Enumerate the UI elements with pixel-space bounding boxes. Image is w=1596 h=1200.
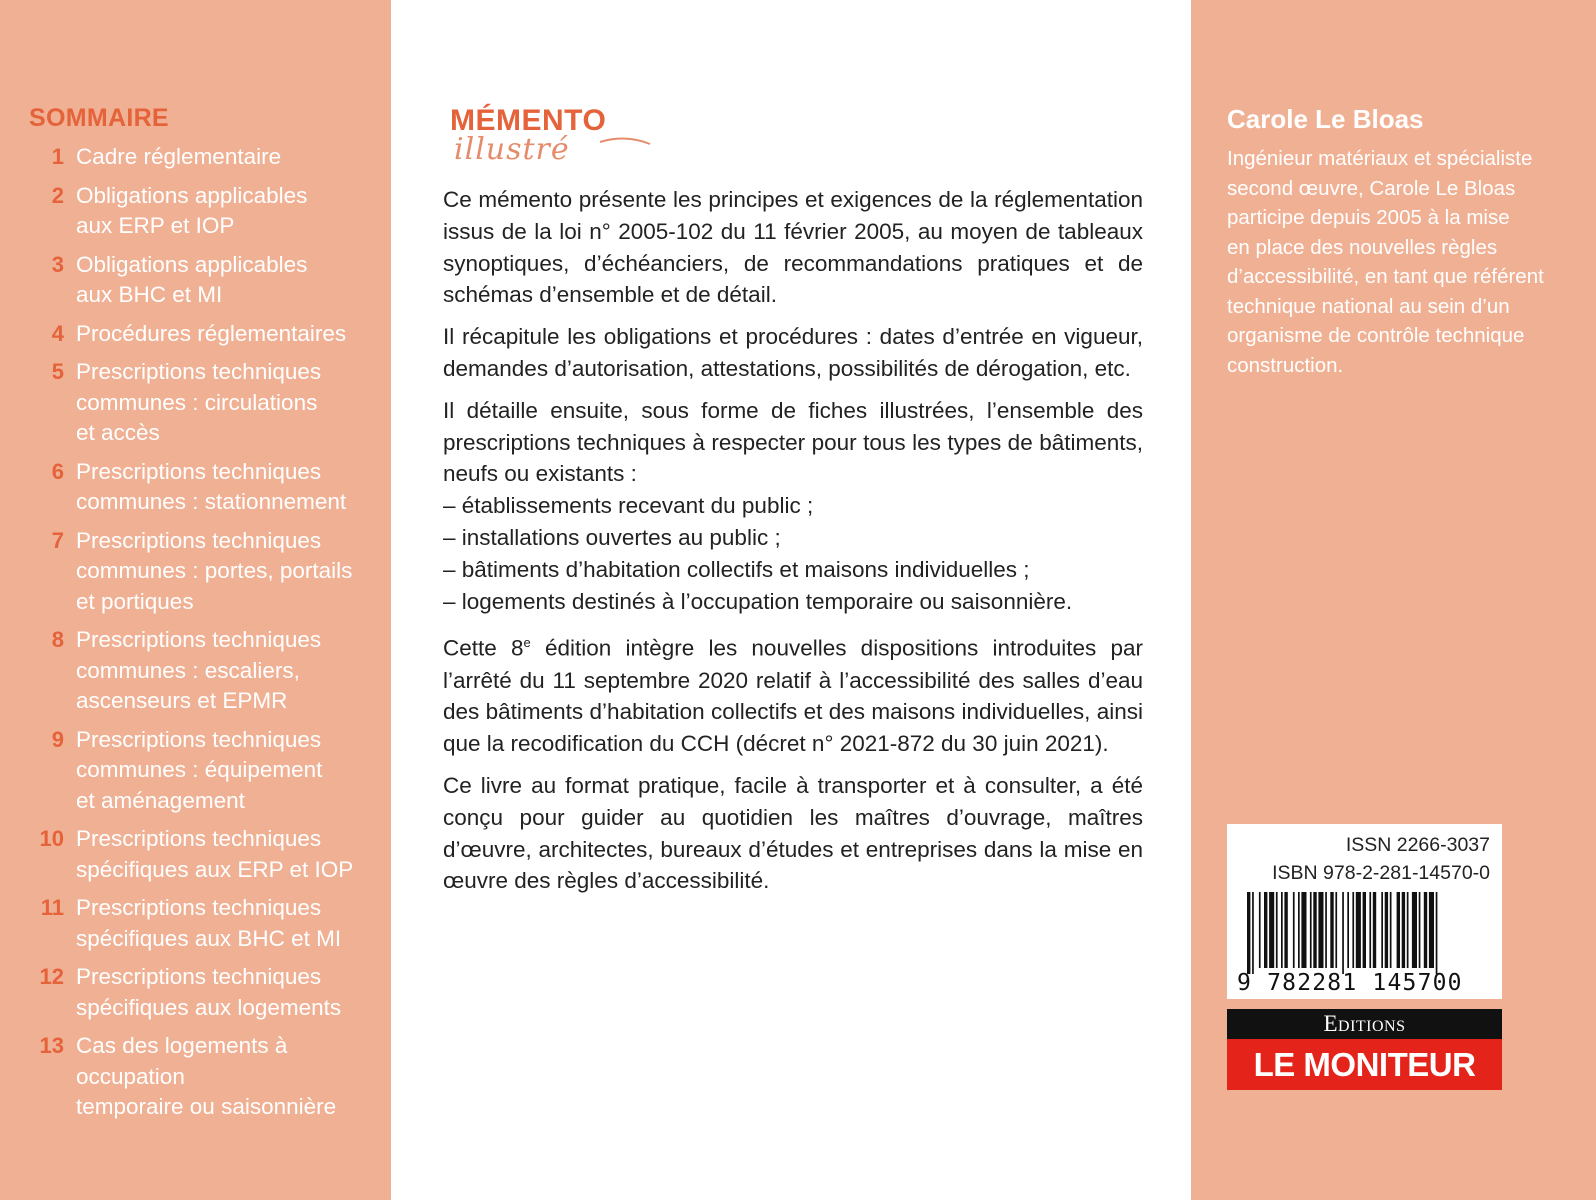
toc-item — [28, 319, 388, 350]
toc-item — [28, 962, 388, 1023]
toc-item — [28, 142, 388, 173]
toc-item — [28, 181, 388, 242]
toc-item-number: 4 — [51, 320, 64, 346]
author-bio: Ingénieur matériaux et spécialiste second œuvre, Carole Le Bloas participe depuis 2005 à la mise en place des nouvelles règles d’accessibilité, en tant que référent technique national au sein d’un organisme de contrôle technique construction. — [1227, 147, 1544, 377]
list-item: – établissements recevant du public ; — [443, 493, 814, 519]
building-types-list — [443, 490, 1143, 617]
toc-item-label: Prescriptions techniques communes : portes, portails et portiques — [76, 527, 353, 614]
toc-item-number: 6 — [51, 458, 64, 484]
toc-item-label: Obligations applicables aux BHC et MI — [76, 251, 308, 307]
publisher-editions: Editions — [1227, 1009, 1502, 1039]
barcode-box — [1227, 824, 1502, 999]
toc-item — [28, 357, 388, 449]
toc-item-label: Cadre réglementaire — [76, 144, 282, 169]
toc-item-number: 11 — [40, 895, 64, 920]
edition-text-a: Cette 8 — [443, 635, 524, 661]
issn-label: ISSN 2266-3037 — [1345, 834, 1490, 856]
toc-item — [28, 526, 388, 618]
edition-sup: e — [523, 635, 531, 651]
toc-item-number: 1 — [51, 144, 64, 169]
toc-item — [28, 824, 388, 885]
toc-item — [28, 457, 388, 518]
toc-item-label: Procédures réglementaires — [76, 320, 347, 346]
list-item: – installations ouvertes au public ; — [443, 524, 781, 550]
paragraph-details: Il détaille ensuite, sous forme de fiches illustrées, l’ensemble des prescriptions techniques à respecter pour tous les types de bâtiments, neufs ou existants : — [443, 397, 1143, 487]
edition-text-b: édition intègre les nouvelles dispositions introduites par l’arrêté du 11 septembre 2020 relatif à l’accessibilité des salles d’eau des bâtiments d’habitation collectifs et des maisons individuelles, ainsi que la recodification du CCH (décret n° 2021-872 du 30 juin 2021). — [443, 635, 1143, 757]
author-name: Carole Le Bloas — [1227, 104, 1424, 134]
publisher-logo — [1227, 1009, 1502, 1090]
paragraph-obligations: Il récapitule les obligations et procédures : dates d’entrée en vigueur, demandes d’autorisation, attestations, possibilités de dérogation, etc. — [443, 324, 1143, 381]
toc-item — [28, 1031, 388, 1123]
toc-item-label: Prescriptions techniques spécifiques aux BHC et MI — [76, 895, 342, 951]
toc-item-label: Prescriptions techniques communes : circulations et accès — [76, 359, 322, 445]
logo-swash-icon — [450, 104, 670, 174]
toc-item-label: Prescriptions techniques spécifiques aux ERP et IOP — [76, 826, 354, 882]
toc-item-label: Prescriptions techniques communes : escaliers, ascenseurs et EPMR — [76, 627, 322, 713]
toc-item-number: 3 — [51, 251, 64, 277]
isbn-label: ISBN 978-2-281-14570-0 — [1272, 862, 1490, 884]
list-item: – bâtiments d’habitation collectifs et maisons individuelles ; — [443, 556, 1030, 582]
toc-item-number: 2 — [51, 182, 64, 208]
toc-item-label: Cas des logements à occupation temporaire ou saisonnière — [76, 1033, 337, 1119]
toc-item-label: Prescriptions techniques communes : stationnement — [76, 458, 347, 514]
toc-item — [28, 725, 388, 817]
toc-item-number: 9 — [51, 726, 64, 752]
sommaire-title: SOMMAIRE — [29, 104, 169, 132]
toc-item-number: 5 — [51, 359, 64, 384]
paragraph-format: Ce livre au format pratique, facile à transporter et à consulter, a été conçu pour guider au quotidien les maîtres d’ouvrage, maîtres d’œuvre, architectes, bureaux d’études et entreprises dans la mise en œuvre des règles d’accessibilité. — [443, 773, 1143, 894]
toc-item-number: 13 — [39, 1033, 64, 1058]
memento-logo — [450, 104, 670, 174]
toc-item-number: 10 — [39, 826, 64, 851]
barcode-icon — [1227, 824, 1502, 974]
barcode-digits: 9 782281 145700 — [1237, 970, 1463, 996]
toc-item — [28, 893, 388, 954]
toc-item-number: 8 — [51, 627, 64, 652]
list-item: – logements destinés à l’occupation temporaire ou saisonnière. — [443, 588, 1073, 614]
toc-item-label: Obligations applicables aux ERP et IOP — [76, 182, 308, 238]
logo-script-text: illustré — [454, 132, 570, 167]
toc-item-label: Prescriptions techniques communes : équipement et aménagement — [76, 726, 323, 813]
logo-main-text: MÉMENTO — [450, 104, 607, 137]
toc-item — [28, 250, 388, 311]
paragraph-edition — [443, 627, 1143, 760]
paragraph-intro: Ce mémento présente les principes et exigences de la réglementation issus de la loi n° 2005-102 du 11 février 2005, au moyen de tableaux synoptiques, d’échéanciers, de recommandations pratiques et de schémas d’ensemble et de détail. — [443, 187, 1143, 308]
toc-item — [28, 625, 388, 717]
table-of-contents — [28, 142, 388, 1131]
toc-item-label: Prescriptions techniques spécifiques aux logements — [76, 964, 342, 1020]
back-cover-text — [443, 184, 1143, 907]
publisher-name: LE MONITEUR — [1227, 1039, 1502, 1090]
toc-item-number: 7 — [51, 527, 64, 553]
toc-item-number: 12 — [39, 964, 64, 989]
